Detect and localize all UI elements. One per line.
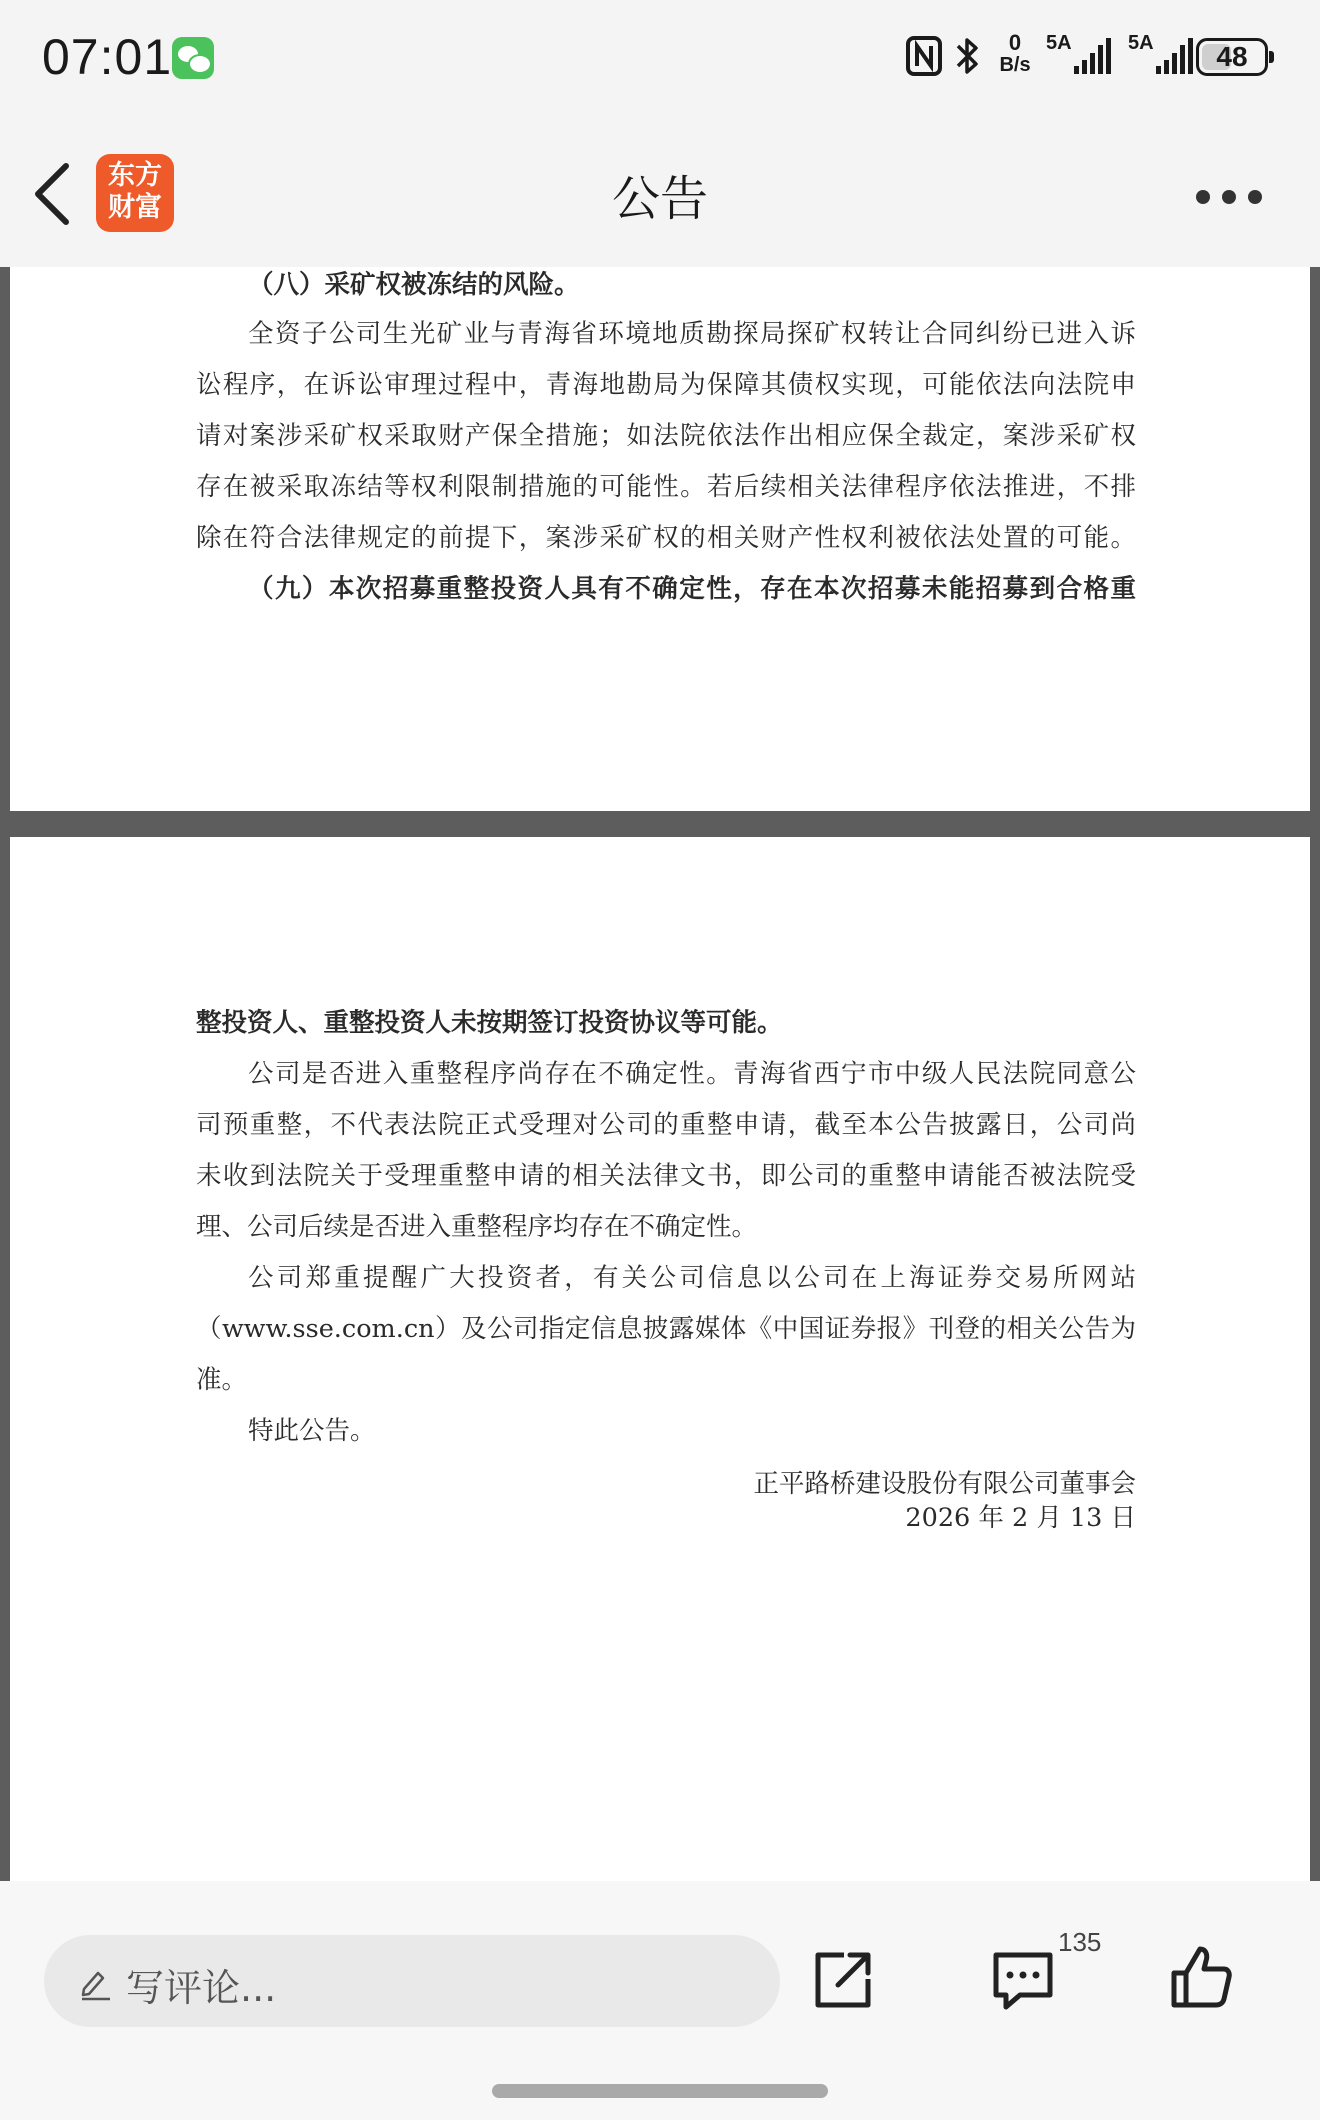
wechat-notification-icon bbox=[172, 37, 214, 79]
doc-line: 理、公司后续是否进入重整程序均存在不确定性。 bbox=[196, 1212, 758, 1242]
doc-line: （www.sse.com.cn）及公司指定信息披露媒体《中国证券报》刊登的相关公告为 bbox=[196, 1314, 1136, 1344]
app-header bbox=[0, 120, 1320, 267]
battery-icon bbox=[1196, 38, 1268, 76]
network-speed: 0 B/s bbox=[999, 30, 1031, 76]
battery-percent: 48 bbox=[1216, 41, 1248, 72]
doc-line: 准。 bbox=[196, 1365, 248, 1395]
announcement-date: 2026 年 2 月 13 日 bbox=[905, 1503, 1136, 1533]
doc-line: 未收到法院关于受理重整申请的相关法律文书，即公司的重整申请能否被法院受 bbox=[196, 1161, 1136, 1191]
bottom-action-bar bbox=[0, 1881, 1320, 2120]
status-bar bbox=[0, 0, 1320, 120]
more-options-button[interactable] bbox=[1188, 184, 1268, 208]
doc-line: （八）采矿权被冻结的风险。 bbox=[248, 270, 580, 300]
clock: 07:01 bbox=[42, 29, 173, 85]
doc-line: 讼程序，在诉讼审理过程中，青海地勘局为保障其债权实现，可能依法向法院申 bbox=[196, 370, 1136, 400]
doc-line: 公司是否进入重整程序尚存在不确定性。青海省西宁市中级人民法院同意公 bbox=[248, 1059, 1136, 1089]
doc-line: 除在符合法律规定的前提下，案涉采矿权的相关财产性权利被依法处置的可能。 bbox=[196, 523, 1136, 553]
doc-line: 司预重整，不代表法院正式受理对公司的重整申请，截至本公告披露日，公司尚 bbox=[196, 1110, 1136, 1140]
sim2-signal-icon: 5A bbox=[1128, 32, 1194, 78]
document-page bbox=[10, 837, 1310, 1881]
document-viewer[interactable] bbox=[0, 267, 1320, 1881]
doc-line: 全资子公司生光矿业与青海省环境地质勘探局探矿权转让合同纠纷已进入诉 bbox=[248, 319, 1136, 349]
signature: 正平路桥建设股份有限公司董事会 bbox=[753, 1469, 1136, 1499]
doc-line: 整投资人、重整投资人未按期签订投资协议等可能。 bbox=[196, 1008, 783, 1038]
app-logo: 东方 财富 bbox=[96, 154, 174, 232]
doc-line: 请对案涉采矿权采取财产保全措施；如法院依法作出相应保全裁定，案涉采矿权 bbox=[196, 421, 1136, 451]
doc-line: 特此公告。 bbox=[248, 1416, 376, 1446]
comment-icon[interactable] bbox=[990, 1947, 1056, 2013]
comment-input[interactable] bbox=[44, 1935, 780, 2027]
home-indicator[interactable] bbox=[492, 2084, 828, 2098]
comment-count: 135 bbox=[1058, 1927, 1102, 1957]
page-title: 公告 bbox=[611, 171, 708, 227]
doc-line: （九）本次招募重整投资人具有不确定性，存在本次招募未能招募到合格重 bbox=[248, 574, 1136, 604]
share-icon[interactable] bbox=[808, 1945, 878, 2015]
bluetooth-icon bbox=[952, 34, 982, 78]
pencil-icon bbox=[78, 1963, 114, 2001]
doc-line: 公司郑重提醒广大投资者，有关公司信息以公司在上海证券交易所网站 bbox=[248, 1263, 1136, 1293]
document-page bbox=[10, 267, 1310, 811]
doc-line: 存在被采取冻结等权利限制措施的可能性。若后续相关法律程序依法推进，不排 bbox=[196, 472, 1136, 502]
thumbs-up-icon[interactable] bbox=[1170, 1943, 1232, 2009]
sim1-signal-icon: 5A bbox=[1046, 32, 1112, 78]
nfc-icon bbox=[906, 34, 942, 78]
comment-placeholder: 写评论... bbox=[126, 1966, 277, 2010]
